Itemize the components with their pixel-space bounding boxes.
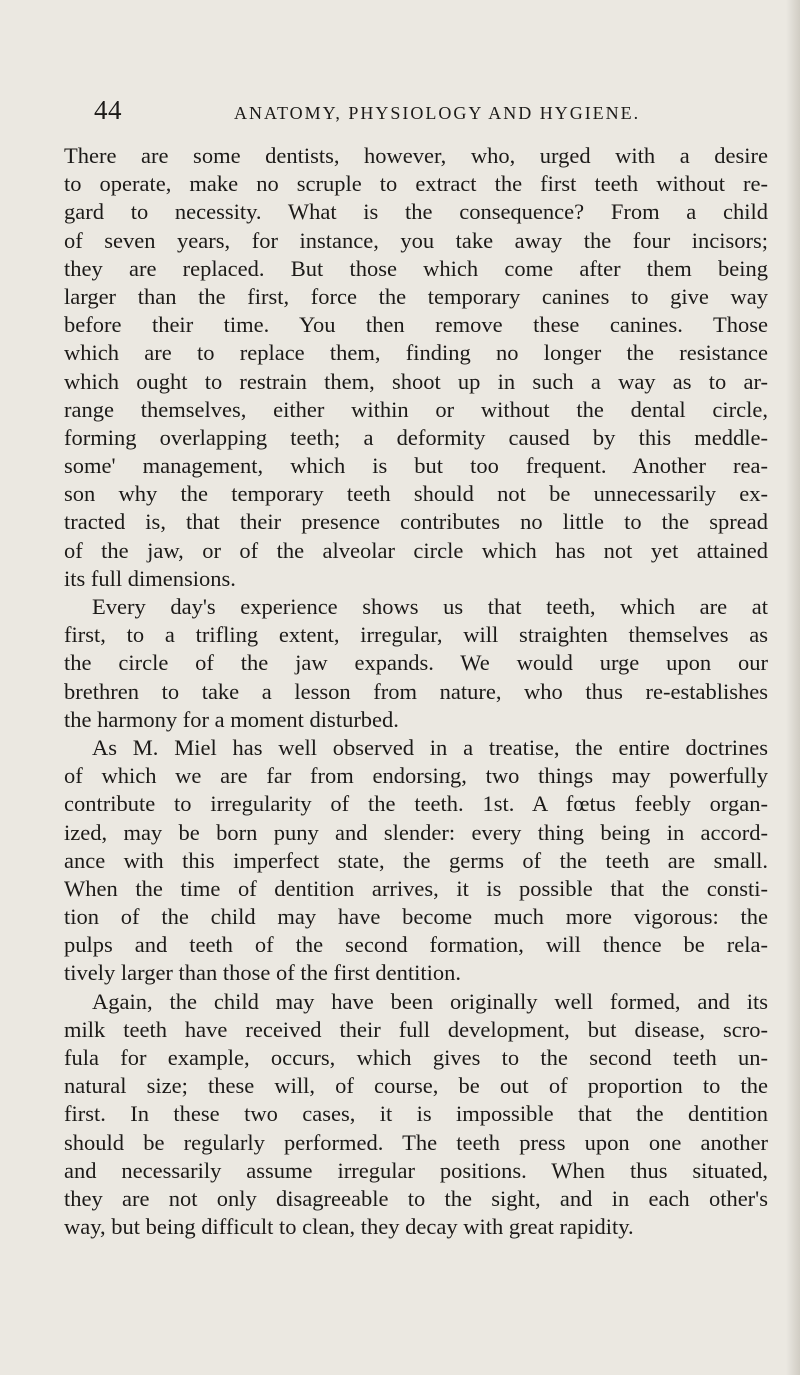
text-line: ance with this imperfect state, the germs of the teeth are small.: [64, 847, 768, 873]
text-line: they are not only disagreeable to the sight, and in each other's: [64, 1185, 768, 1211]
text-line: Again, the child may have been originally well formed, and its: [92, 988, 768, 1014]
text-line: forming overlapping teeth; a deformity caused by this meddle-: [64, 424, 768, 450]
text-line: first, to a trifling extent, irregular, will straighten themselves as: [64, 622, 768, 648]
text-line: tion of the child may have become much more vigorous: the: [64, 904, 768, 930]
paragraph: [64, 593, 768, 734]
text-line: they are replaced. But those which come after them being: [64, 255, 768, 281]
text-line: Every day's experience shows us that teeth, which are at: [92, 594, 768, 619]
text-line: before their time. You then remove these canines. Those: [64, 312, 768, 338]
text-line: brethren to take a lesson from nature, who thus re-establishes: [64, 678, 768, 704]
text-line: to operate, make no scruple to extract the first teeth without re-: [64, 171, 768, 197]
body-text: [64, 142, 768, 1241]
running-head: ANATOMY, PHYSIOLOGY AND HYGIENE.: [234, 103, 641, 123]
text-line: should be regularly performed. The teeth press upon one another: [64, 1129, 768, 1155]
text-line: and necessarily assume irregular positions. When thus situated,: [64, 1157, 768, 1183]
text-line: pulps and teeth of the second formation, will thence be rela-: [64, 932, 768, 958]
text-line: of seven years, for instance, you take away the four incisors;: [64, 227, 768, 253]
text-line: way, but being difficult to clean, they decay with great rapidity.: [64, 1214, 634, 1240]
text-line: its full dimensions.: [64, 565, 236, 591]
text-line: range themselves, either within or without the dental circle,: [64, 396, 768, 422]
paragraph: [64, 988, 768, 1242]
text-line: When the time of dentition arrives, it is possible that the consti-: [64, 875, 768, 901]
page-header: [94, 97, 734, 131]
text-line: of the jaw, or of the alveolar circle which has not yet attained: [64, 537, 768, 563]
paragraph: [64, 142, 768, 593]
text-line: fula for example, occurs, which gives to the second teeth un-: [64, 1045, 768, 1070]
text-line: gard to necessity. What is the consequence? From a child: [64, 199, 768, 225]
text-line: tracted is, that their presence contributes no little to the spread: [64, 509, 768, 535]
text-line: ized, may be born puny and slender: every thing being in accord-: [64, 819, 768, 845]
text-line: tively larger than those of the first dentition.: [64, 960, 461, 986]
text-line: which ought to restrain them, shoot up in such a way as to ar-: [64, 368, 768, 394]
text-line: of which we are far from endorsing, two things may powerfully: [64, 763, 768, 789]
text-line: first. In these two cases, it is impossible that the dentition: [64, 1101, 768, 1127]
text-line: which are to replace them, finding no longer the resistance: [64, 340, 768, 366]
paragraph: [64, 734, 768, 988]
text-line: larger than the first, force the temporary canines to give way: [64, 283, 768, 309]
text-line: As M. Miel has well observed in a treatise, the entire doctrines: [92, 734, 768, 760]
text-line: milk teeth have received their full development, but disease, scro-: [64, 1016, 768, 1042]
text-line: natural size; these will, of course, be out of proportion to the: [64, 1073, 768, 1099]
text-line: the circle of the jaw expands. We would urge upon our: [64, 650, 768, 676]
page-number: 44: [94, 95, 122, 125]
text-line: some' management, which is but too frequent. Another rea-: [64, 453, 768, 479]
text-line: contribute to irregularity of the teeth. 1st. A fœtus feebly organ-: [64, 791, 768, 817]
text-line: There are some dentists, however, who, urged with a desire: [64, 143, 768, 168]
text-line: the harmony for a moment disturbed.: [64, 706, 399, 732]
page-edge-shadow: [786, 0, 800, 1375]
text-line: son why the temporary teeth should not be unnecessarily ex-: [64, 481, 768, 507]
